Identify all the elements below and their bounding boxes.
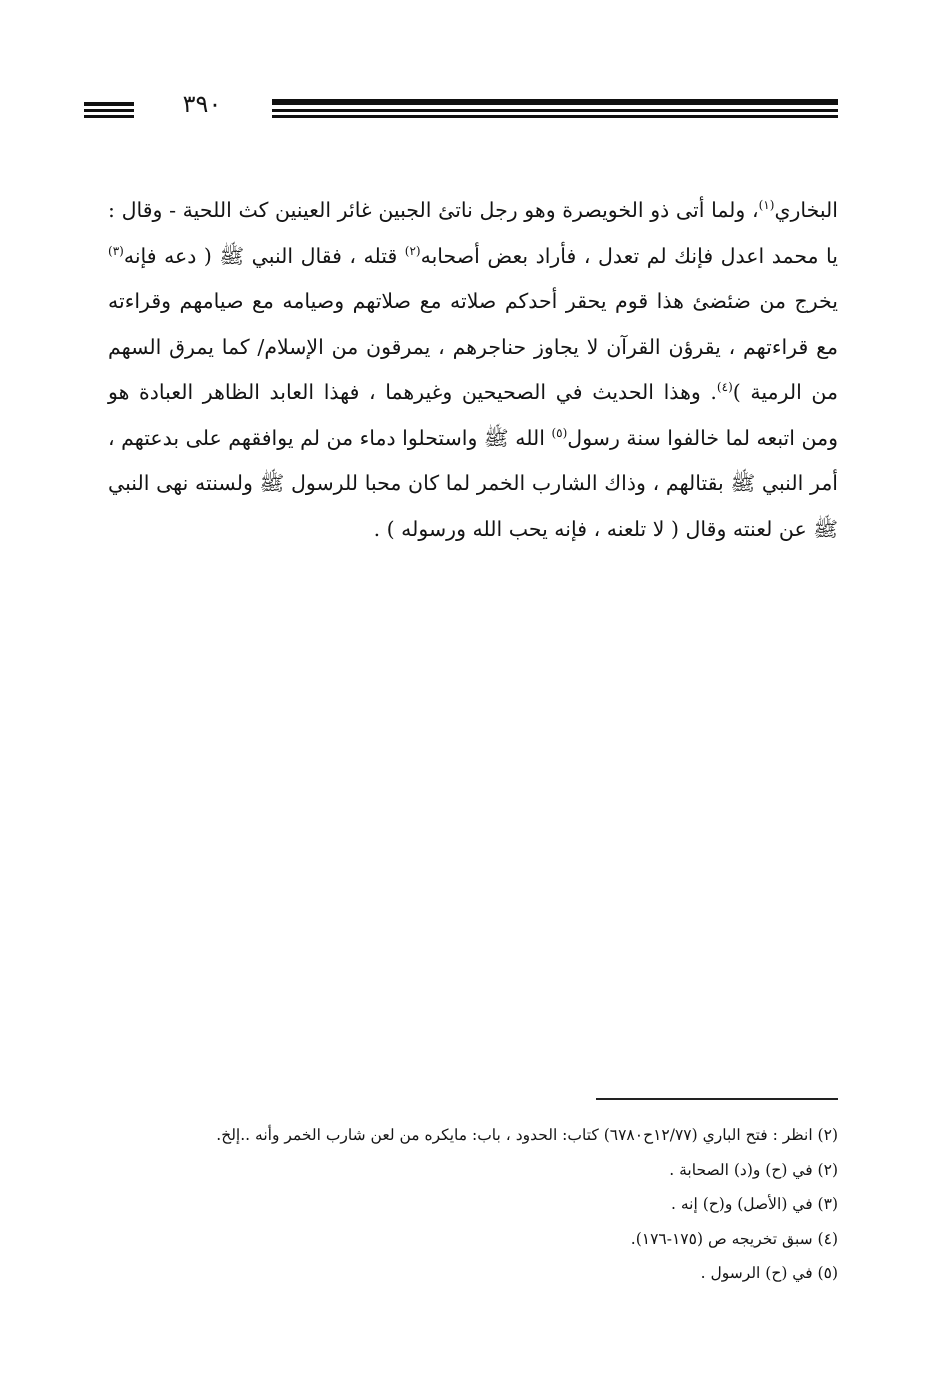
footnote: (٤) سبق تخريجه ص (١٧٥-١٧٦). <box>630 1229 838 1248</box>
header-rule-left-middle <box>84 109 134 112</box>
footnote-separator <box>596 1098 838 1100</box>
header-rule-right-top <box>272 99 838 105</box>
text-run: الله ﷺ واستحلوا دماء من لم يوافقهم على بدعتهم ، أمر النبي ﷺ بقتالهم ، وذاك الشارب الخمر لما كان محبا للرسول ﷺ ولسنته نهى النبي ﷺ عن لعنته وقال ( لا تلعنه ، فإنه يحب الله ورسوله ) . <box>108 425 838 541</box>
header-rule-right-middle <box>272 109 838 112</box>
page-header <box>84 90 838 124</box>
header-rule-left-bottom <box>84 115 134 118</box>
footnote-ref: (٣) <box>108 243 124 258</box>
header-rule-right-bottom <box>272 115 838 118</box>
page-number: ٣٩٠ <box>182 90 222 118</box>
text-run: البخاري <box>774 198 838 222</box>
text-run: قتله ، فقال النبي ﷺ ( دعه فإنه <box>123 243 405 268</box>
main-text <box>108 188 838 552</box>
footnote-ref: (٢) <box>404 243 421 258</box>
footnote: (٢) انظر : فتح الباري (١٢/٧٧ح٦٧٨٠) كتاب: الحدود ، باب: مايكره من لعن شارب الخمر وأنه ..إلخ. <box>216 1126 838 1144</box>
footnote: (٣) في (الأصل) و(ح) إنه . <box>671 1195 838 1213</box>
footnote: (٥) في (ح) الرسول . <box>700 1264 838 1282</box>
footnote-ref: (١) <box>758 198 775 213</box>
text-run: ، ولما أتى ذو الخويصرة وهو رجل ناتئ الجبين غائر العينين كث اللحية - وقال : يا محمد اعدل فإنك لم تعدل ، فأراد بعض أصحابه <box>108 198 838 268</box>
footnote: (٢) في (ح) و(د) الصحابة . <box>669 1160 838 1179</box>
footnote-ref: (٥) <box>551 425 568 440</box>
header-rule-left-top <box>84 102 134 106</box>
footnote-ref: (٤) <box>716 380 733 395</box>
text-run: . وهذا الحديث في الصحيحين وغيرهما ، فهذا العابد الظاهر العبادة هو ومن اتبعه لما خالفوا سنة رسول <box>108 380 838 450</box>
footnotes <box>100 1118 838 1291</box>
body-paragraph <box>108 188 838 552</box>
text-run: يخرج من ضئضئ هذا قوم يحقر أحدكم صلاته مع صلاتهم وصيامه مع صيامهم وقراءته مع قراءتهم ، يقرؤن القرآن لا يجاوز حناجرهم ، يمرقون من الإسلام/ كما يمرق السهم من الرمية ) <box>108 289 838 404</box>
